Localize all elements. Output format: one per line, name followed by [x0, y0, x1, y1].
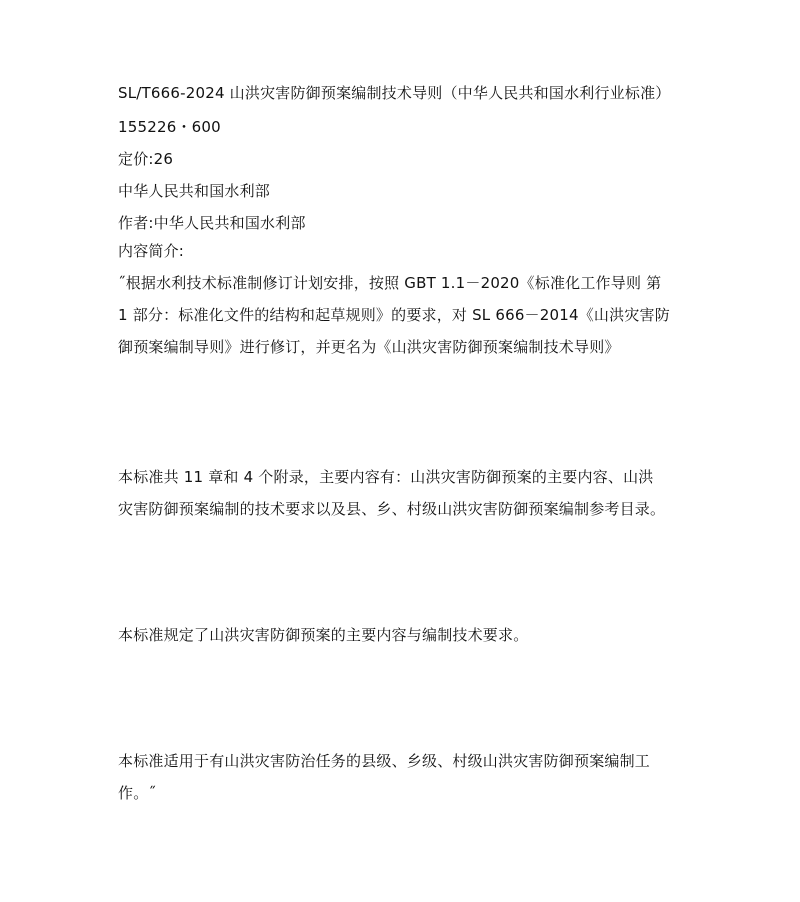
applicability-paragraph	[118, 745, 718, 809]
document-title-line: SL/T666-2024 山洪灾害防御预案编制技术导则（中华人民共和国水利行业标准）	[118, 84, 671, 102]
applicability-line: 本标准适用于有山洪灾害防治任务的县级、乡级、村级山洪灾害防御预案编制工	[118, 752, 651, 770]
publisher-line: 中华人民共和国水利部	[118, 182, 271, 200]
author-line: 作者:中华人民共和国水利部	[118, 214, 306, 232]
intro-line: ˝根据水利技术标准制修订计划安排，按照 GBT 1.1－2020《标准化工作导则 第	[118, 274, 662, 292]
scope-line: 本标准规定了山洪灾害防御预案的主要内容与编制技术要求。	[118, 626, 529, 644]
intro-heading: 内容简介:	[118, 242, 185, 260]
chapters-line: 本标准共 11 章和 4 个附录，主要内容有：山洪灾害防御预案的主要内容、山洪	[118, 468, 654, 486]
intro-line: 1 部分：标准化文件的结构和起草规则》的要求，对 SL 666－2014《山洪灾害防	[118, 306, 670, 324]
intro-line: 御预案编制导则》进行修订，并更名为《山洪灾害防御预案编制技术导则》	[118, 338, 620, 356]
chapters-line: 灾害防御预案编制的技术要求以及县、乡、村级山洪灾害防御预案编制参考目录。	[118, 500, 666, 518]
scope-paragraph	[118, 619, 718, 651]
chapters-paragraph	[118, 461, 718, 525]
document-code-line: 155226・600	[118, 118, 221, 136]
applicability-line: 作。˝	[118, 784, 157, 802]
intro-paragraph	[118, 267, 718, 363]
price-line: 定价:26	[118, 150, 174, 168]
